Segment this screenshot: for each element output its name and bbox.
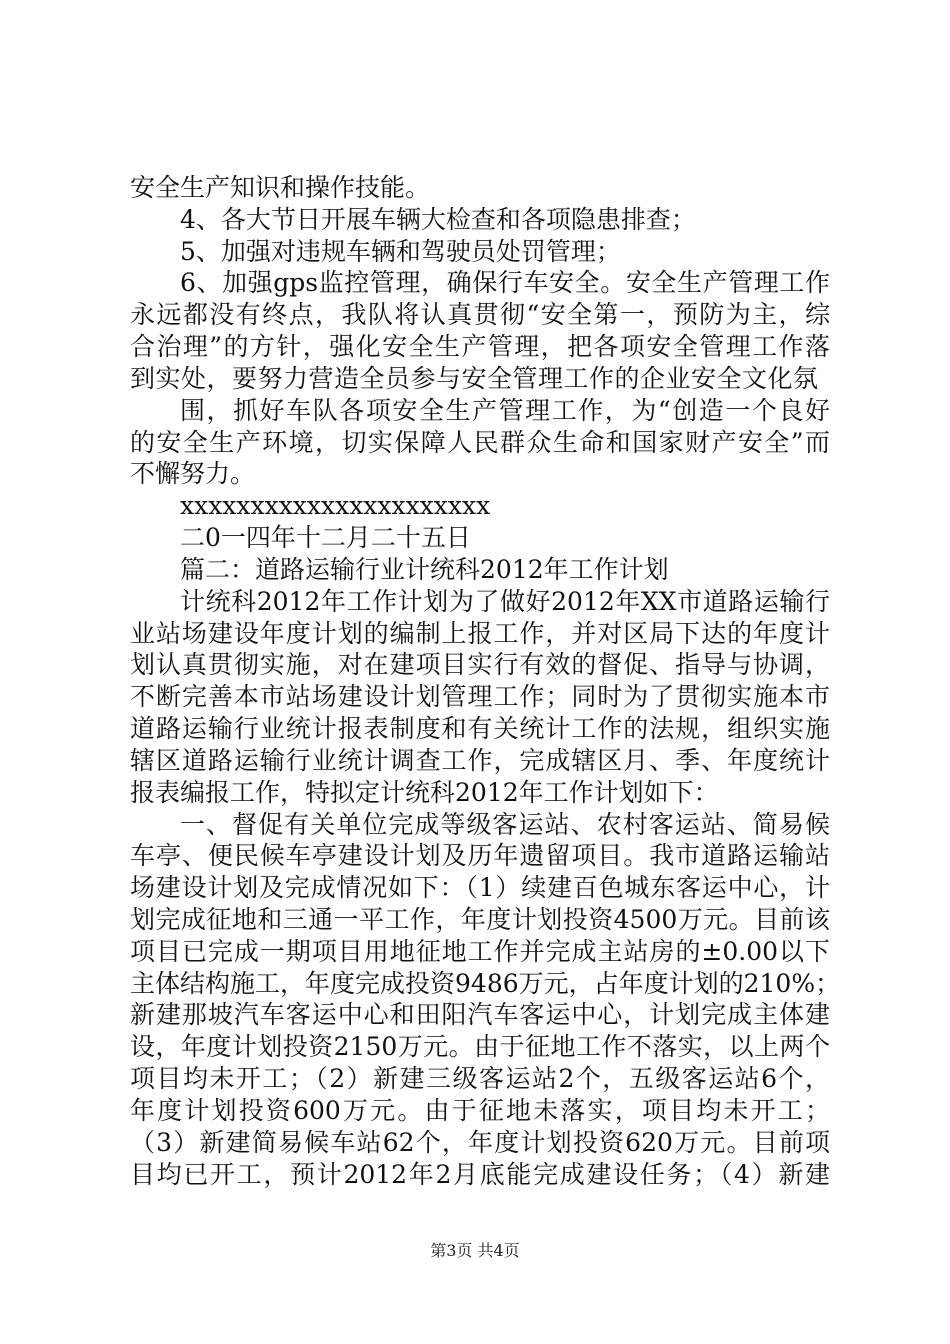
text-line: 设，年度计划投资2150万元。由于征地工作不落实，以上两个 xyxy=(130,1032,830,1061)
text-line: 合治理”的方针，强化安全生产管理，把各项安全管理工作落 xyxy=(130,332,830,361)
text-line: 主体结构施工，年度完成投资9486万元，占年度计划的210%； xyxy=(130,969,841,998)
text-line: 项目已完成一期项目用地征地工作并完成主站房的±0.00以下 xyxy=(130,937,830,966)
text-line: 划完成征地和三通一平工作，年度计划投资4500万元。目前该 xyxy=(130,905,830,934)
text-line: 年度计划投资600万元。由于征地未落实，项目均未开工； xyxy=(130,1096,830,1125)
text-line: 新建那坡汽车客运中心和田阳汽车客运中心，计划完成主体建 xyxy=(130,1000,830,1029)
text-line: 车亭、便民候车亭建设计划及历年遗留项目。我市道路运输站 xyxy=(130,841,830,870)
text-line: 项目均未开工；（2）新建三级客运站2个，五级客运站6个， xyxy=(130,1064,830,1093)
text-line: 业站场建设年度计划的编制上报工作，并对区局下达的年度计 xyxy=(130,619,830,648)
text-line: 到实处，要努力营造全员参与安全管理工作的企业安全文化氛 xyxy=(130,364,818,393)
text-line: （3）新建简易候车站62个，年度计划投资620万元。目前项 xyxy=(130,1128,830,1157)
text-line: 场建设计划及完成情况如下：（1）续建百色城东客运中心，计 xyxy=(130,873,830,902)
text-line: 不懈努力。 xyxy=(130,459,256,488)
text-line: 4、各大节日开展车辆大检查和各项隐患排查； xyxy=(180,205,696,234)
text-line: 计统科2012年工作计划为了做好2012年XX市道路运输行 xyxy=(180,587,830,616)
text-line: 围，抓好车队各项安全生产管理工作，为“创造一个良好 xyxy=(180,396,830,425)
text-line: 一、督促有关单位完成等级客运站、农村客运站、简易候 xyxy=(180,810,830,839)
text-line: 划认真贯彻实施，对在建项目实行有效的督促、指导与协调， xyxy=(130,650,830,679)
date-line: 二0一四年十二月二十五日 xyxy=(180,523,471,552)
page-number-footer: 第3页 共4页 xyxy=(430,1241,520,1260)
text-line: 5、加强对违规车辆和驾驶员处罚管理； xyxy=(180,237,621,266)
text-line: 6、加强gps监控管理，确保行车安全。安全生产管理工作 xyxy=(180,268,830,297)
text-line: 目均已开工，预计2012年2月底能完成建设任务；（4）新建 xyxy=(130,1160,830,1189)
section-heading: 篇二：道路运输行业计统科2012年工作计划 xyxy=(180,555,669,584)
text-line: 辖区道路运输行业统计调查工作，完成辖区月、季、年度统计 xyxy=(130,746,830,775)
text-line: 报表编报工作，特拟定计统科2012年工作计划如下： xyxy=(130,778,719,807)
text-line: 安全生产知识和操作技能。 xyxy=(130,173,431,202)
signature-placeholder: xxxxxxxxxxxxxxxxxxxxxx xyxy=(180,491,491,520)
text-line: 的安全生产环境，切实保障人民群众生命和国家财产安全”而 xyxy=(130,428,830,457)
text-line: 不断完善本市站场建设计划管理工作；同时为了贯彻实施本市 xyxy=(130,682,830,711)
text-line: 永远都没有终点，我队将认真贯彻“安全第一，预防为主，综 xyxy=(130,300,830,329)
text-line: 道路运输行业统计报表制度和有关统计工作的法规，组织实施 xyxy=(130,714,830,743)
